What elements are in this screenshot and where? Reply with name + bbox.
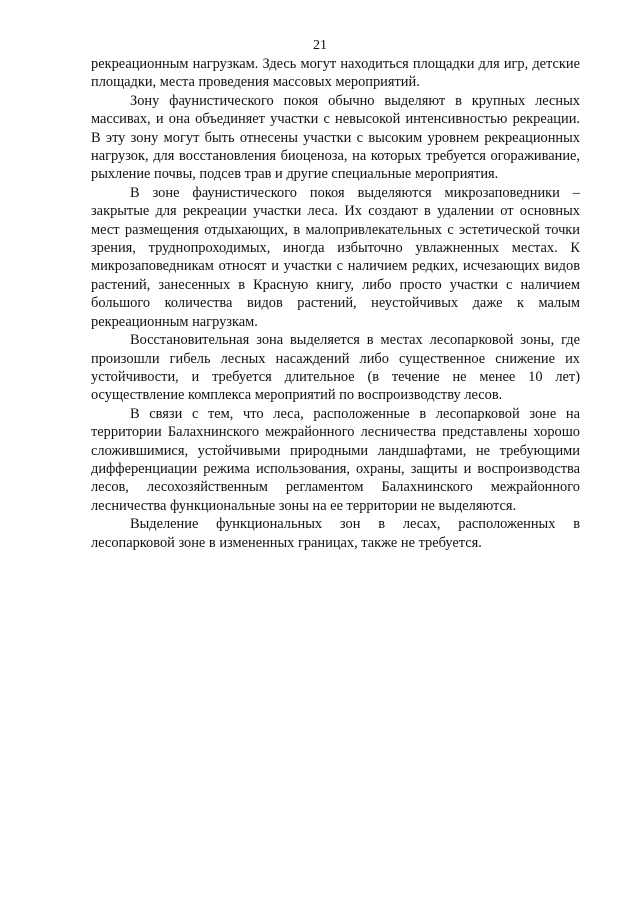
paragraph-micro-reserves: В зоне фаунистического покоя выделяются микрозаповедники – закрытые для рекреации участки леса. Их создают в удалении от основных мест размещения отдыхающих, в малопривлекательных с эстетической точки зрения, труднопроходимых, иногда избыточно увлажненных местах. К микрозаповедникам относят и участки с наличием редких, исчезающих видов растений, занесенных в Красную книгу, либо просто участки с наличием большого количества видов растений, неустойчивых даже к малым рекреационным нагрузкам. xyxy=(91,184,580,330)
page-number: 21 xyxy=(313,38,327,53)
paragraph-balakhna-forestry: В связи с тем, что леса, расположенные в лесопарковой зоне на территории Балахнинского межрайонного лесничества представлены хорошо сложившимися, устойчивыми природными ландшафтами, не требующими дифференциации режима использования, охраны, защиты и воспроизводства лесов, лесохозяйственным регламентом Балахнинского межрайонного лесничества функциональные зоны на ее территории не выделяются. xyxy=(91,405,580,514)
paragraph-restoration-zone: Восстановительная зона выделяется в местах лесопарковой зоны, где произошли гибель лесных насаждений либо существенное снижение их устойчивости, и требуется длительное (в течение не менее 10 лет) осуществление комплекса мероприятий по воспроизводству лесов. xyxy=(91,332,580,404)
document-body xyxy=(91,55,580,552)
paragraph-functional-zones-conclusion: Выделение функциональных зон в лесах, расположенных в лесопарковой зоне в измененных границах, также не требуется. xyxy=(91,516,580,551)
paragraph-continuation: рекреационным нагрузкам. Здесь могут находиться площадки для игр, детские площадки, места проведения массовых мероприятий. xyxy=(91,56,580,91)
paragraph-fauna-rest-zone: Зону фаунистического покоя обычно выделяют в крупных лесных массивах, и она объединяет участки с невысокой интенсивностью рекреации. В эту зону могут быть отнесены участки с высоким уровнем рекреационных нагрузок, для восстановления биоценоза, на которых требуется огораживание, рыхление почвы, подсев трав и другие специальные мероприятия. xyxy=(91,92,580,183)
